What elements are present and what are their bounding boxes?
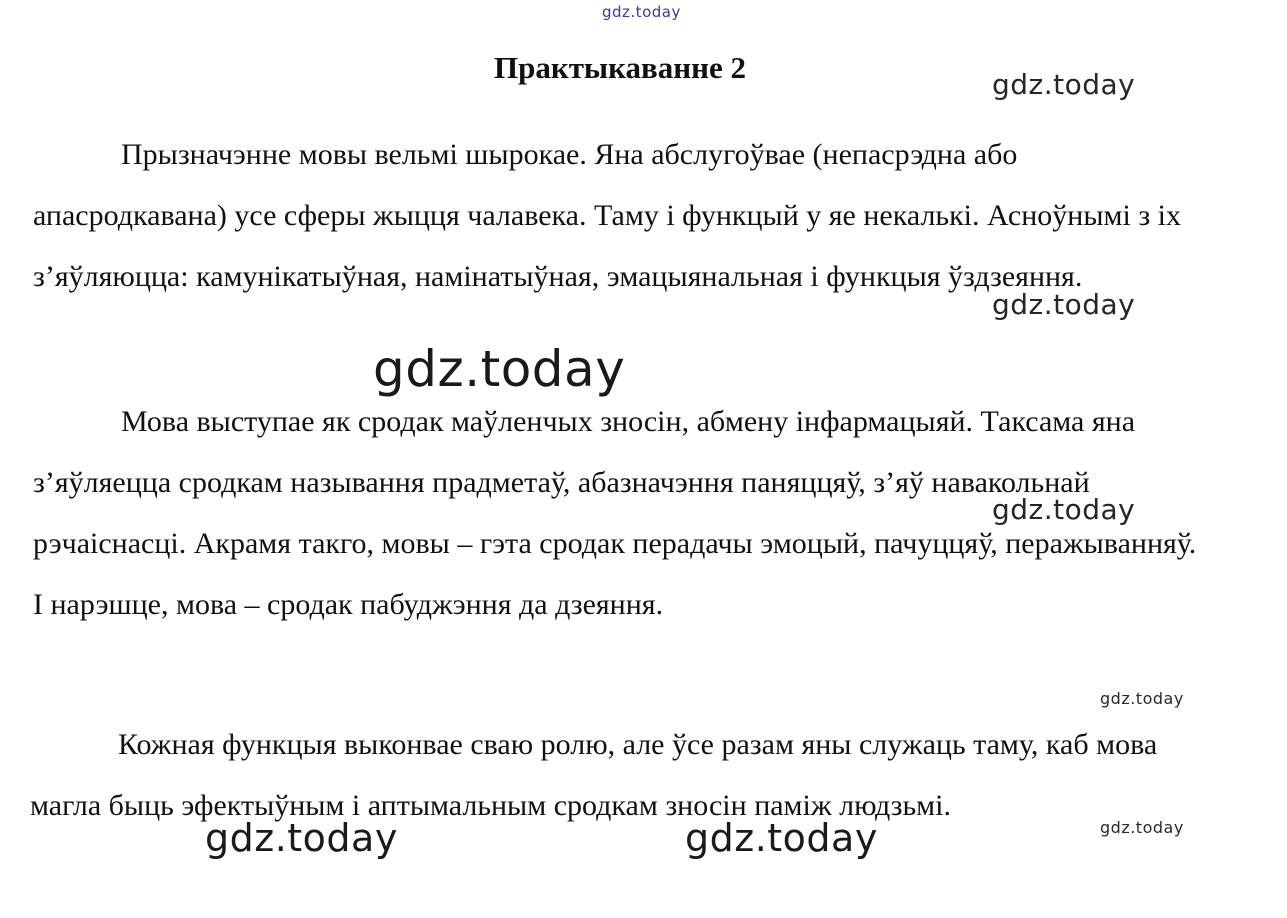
paragraph-2: Мова выступае як сродак маўленчых зносін, абмену інфармацыяй. Таксама яна з’яўляецца сродкам называння прадметаў, абазначэння паняццяў, з’яў навакольнай рэчаіснасці. Акрамя такго, мовы – гэта сродак перадачы эмоцый, пачуццяў, перажыванняў. І нарэшце, мова – сродак пабуджэння да дзеяння. <box>33 405 1197 621</box>
watermark-small-2: gdz.today <box>1100 818 1184 837</box>
watermark-top: gdz.today <box>602 3 681 21</box>
paragraph-3: Кожная функцыя выконвае сваю ролю, але ўсе разам яны служаць таму, каб мова магла быць эфектыўным і аптымальным сродкам зносін паміж людзьмі. <box>30 728 1158 822</box>
watermark-right-2: gdz.today <box>992 288 1136 321</box>
watermark-right-1: gdz.today <box>992 68 1136 101</box>
watermark-center-big: gdz.today <box>373 340 626 398</box>
watermark-bottom-left: gdz.today <box>205 816 398 860</box>
paragraph-1: Прызначэнне мовы вельмі шырокае. Яна абслугоўвае (непасрэдна або апасродкавана) усе сферы жыцця чалавека. Таму і функцый у яе некалькі. Асноўнымі з іх з’яўляюцца: камунікатыўная, намінатыўная, эмацыянальная і функцыя ўздзеяння. <box>33 138 1182 293</box>
watermark-right-3: gdz.today <box>992 493 1136 526</box>
page-title: Практыкаванне 2 <box>493 50 746 85</box>
watermark-bottom-center: gdz.today <box>685 816 878 860</box>
watermark-small-1: gdz.today <box>1100 689 1184 708</box>
